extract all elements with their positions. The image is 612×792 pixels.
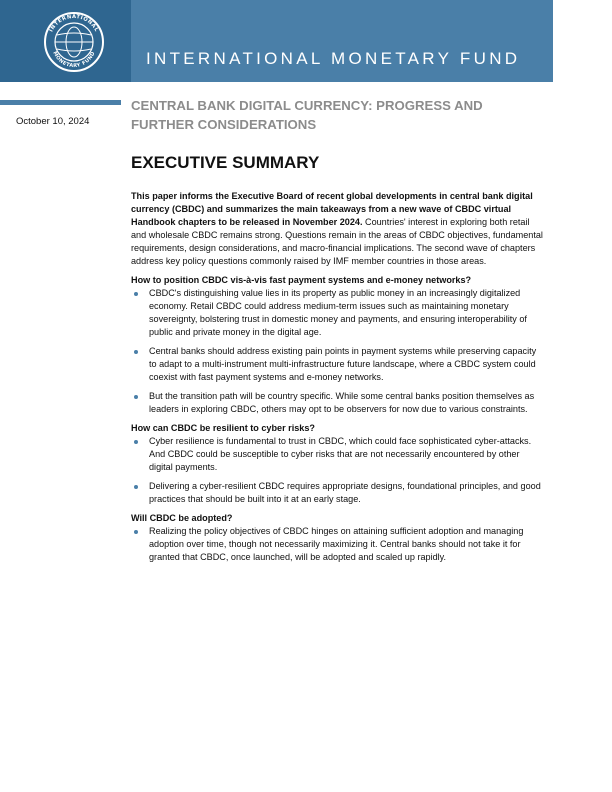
bullet-text: Cyber resilience is fundamental to trust in CBDC, which could face sophisticated cyber-attacks. And CBDC could be susceptible to cyber risks that are not necessarily encountered by other digital payments. — [149, 436, 532, 472]
bullet-icon — [134, 395, 138, 399]
intro-bold-text: This paper informs the Executive Board of recent global developments in central bank digital currency (CBDC) and summarizes the main takeaways from a new wave of CBDC virtual Handbook chapters to be released in November 2024. — [131, 191, 533, 227]
question-heading: Will CBDC be adopted? — [131, 513, 233, 523]
bullet-list — [131, 287, 543, 416]
svg-text:INTERNATIONAL: INTERNATIONAL — [48, 13, 100, 34]
question-heading: How to position CBDC vis-à-vis fast payment systems and e-money networks? — [131, 275, 472, 285]
question-heading: How can CBDC be resilient to cyber risks? — [131, 423, 315, 433]
list-item — [131, 345, 543, 384]
bullet-icon — [134, 440, 138, 444]
report-title: CENTRAL BANK DIGITAL CURRENCY: PROGRESS AND FURTHER CONSIDERATIONS — [131, 98, 483, 132]
bullet-icon — [134, 530, 138, 534]
list-item — [131, 480, 543, 506]
bullet-icon — [134, 292, 138, 296]
bullet-text: But the transition path will be country specific. While some central banks position themselves as leaders in exploring CBDC, others may opt to be observers for now due to various constraints. — [149, 391, 535, 414]
section-title: EXECUTIVE SUMMARY — [131, 153, 320, 172]
organization-name: INTERNATIONAL MONETARY FUND — [146, 49, 521, 68]
summary-body — [131, 190, 543, 570]
bullet-icon — [134, 350, 138, 354]
bullet-text: Delivering a cyber-resilient CBDC requires appropriate designs, foundational principles, and good practices that should be built into it at an early stage. — [149, 481, 541, 504]
bullet-text: CBDC's distinguishing value lies in its property as public money in an increasingly digitalized economy. Retail CBDC could address medium-term issues such as maintaining monetary sovereignty, bolstering trust in domestic money and payments, and ensuring interoperability of public and private money in the digital age. — [149, 288, 527, 337]
bullet-text: Central banks should address existing pain points in payment systems while preserving capacity to adapt to a multi-instrument multi-infrastructure future landscape, where a CBDC system could coexist with fast payment systems and e-money networks. — [149, 346, 537, 382]
svg-text:MONETARY FUND: MONETARY FUND — [51, 50, 97, 70]
accent-rule — [0, 100, 121, 105]
intro-text: Countries' interest in exploring both retail and wholesale CBDC remains strong. Questions remain in the areas of CBDC objectives, fundamental requirements, design considerations, and macro-financial implications. The second wave of chapters address key policy questions commonly raised by IMF member countries in those areas. — [131, 217, 543, 266]
bullet-list — [131, 525, 543, 564]
bullet-list — [131, 435, 543, 506]
list-item — [131, 435, 543, 474]
imf-seal-logo — [43, 11, 105, 73]
intro-paragraph — [131, 190, 543, 268]
list-item — [131, 525, 543, 564]
logo-panel — [0, 0, 131, 82]
publication-date: October 10, 2024 — [16, 116, 90, 127]
bullet-icon — [134, 485, 138, 489]
list-item — [131, 390, 543, 416]
list-item — [131, 287, 543, 339]
bullet-text: Realizing the policy objectives of CBDC hinges on attaining sufficient adoption and managing adoption over time, though not necessarily maximizing it. Central banks should not take it for granted that CBDC, once launched, will be adopted and scaled up rapidly. — [149, 526, 524, 562]
